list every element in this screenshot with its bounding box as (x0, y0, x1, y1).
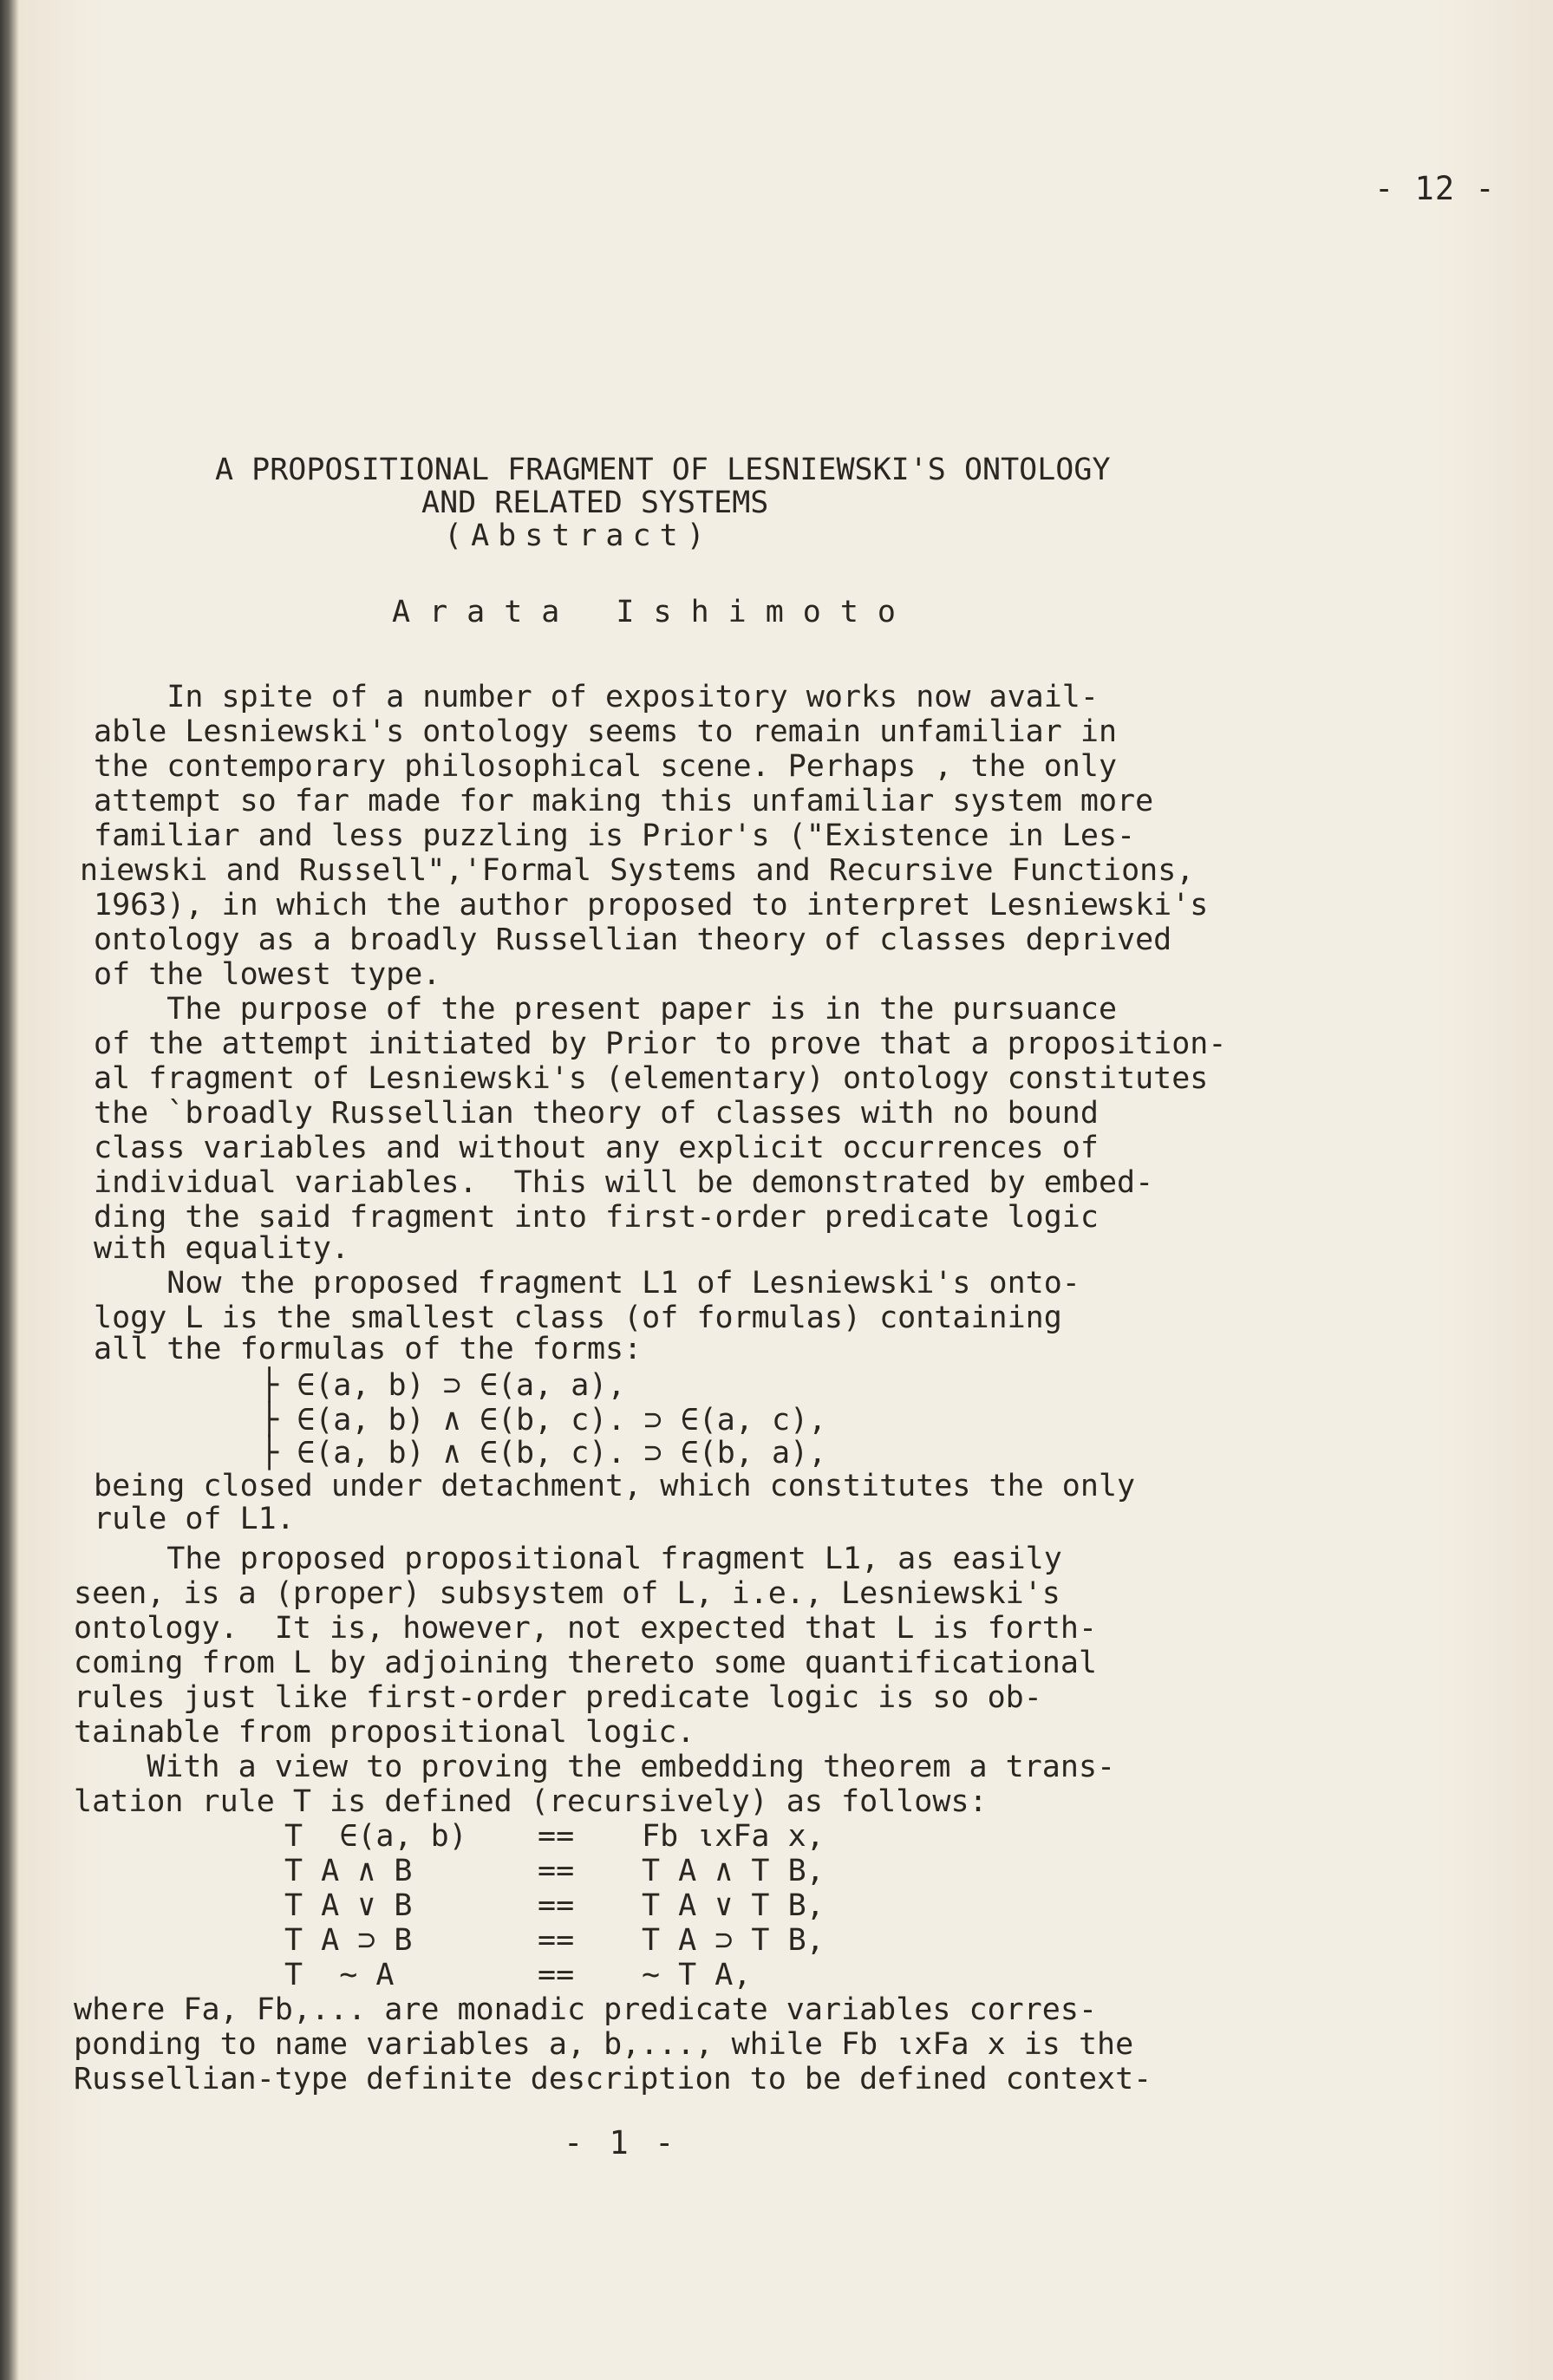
translation-rule-lhs: T A ⊃ B (284, 1923, 413, 1958)
translation-rule-rhs: ∼ T A, (642, 1958, 752, 1992)
page-number-top: - 12 - (1374, 170, 1496, 207)
paragraph-3-line: logy L is the smallest class (of formulas) containing (94, 1301, 1062, 1335)
translation-rule-eq: == (538, 1888, 575, 1923)
translation-rule-rhs: T A ∧ T B, (642, 1854, 825, 1888)
translation-rule-rhs: Fb ιxFa x, (642, 1819, 825, 1854)
paragraph-5-line: The proposed propositional fragment L1, as easily (94, 1542, 1062, 1576)
paper-title: A PROPOSITIONAL FRAGMENT OF LESNIEWSKI'S ONTOLOGY (215, 453, 1111, 487)
abstract-label: (Abstract) (444, 518, 714, 553)
paragraph-3-line: all the formulas of the forms: (94, 1332, 643, 1366)
paper-subtitle: AND RELATED SYSTEMS (421, 486, 769, 520)
translation-rule-lhs: T A ∨ B (284, 1888, 413, 1923)
paragraph-2-line: The purpose of the present paper is in the pursuance (94, 992, 1118, 1027)
paragraph-2-line: ding the said fragment into first-order predicate logic (94, 1200, 1099, 1235)
paragraph-2-line: of the attempt initiated by Prior to prove that a proposition- (94, 1027, 1227, 1061)
paragraph-7-line: where Fa, Fb,... are monadic predicate variables corres- (74, 1992, 1098, 2027)
translation-rule-lhs: T ∼ A (284, 1958, 395, 1992)
translation-rule-eq: == (538, 1819, 575, 1854)
paragraph-1-line: the contemporary philosophical scene. Perhaps , the only (94, 749, 1118, 784)
axiom-formula: ├ ∈(a, b) ⊃ ∈(a, a), (260, 1368, 626, 1403)
paragraph-5-line: seen, is a (proper) subsystem of L, i.e., Lesniewski's (74, 1576, 1060, 1611)
paragraph-6-line: lation rule T is defined (recursively) as follows: (74, 1784, 988, 1819)
paragraph-5-line: ontology. It is, however, not expected that L is forth- (74, 1611, 1098, 1646)
paragraph-5-line: coming from L by adjoining thereto some quantificational (74, 1646, 1098, 1680)
author-name: Arata Ishimoto (392, 595, 916, 629)
paragraph-2-line: individual variables. This will be demonstrated by embed- (94, 1165, 1154, 1200)
paragraph-1-line: of the lowest type. (94, 957, 441, 992)
translation-rule-lhs: T ∈(a, b) (284, 1819, 467, 1854)
paragraph-6-line: With a view to proving the embedding theorem a trans- (74, 1750, 1116, 1784)
axiom-formula: ├ ∈(a, b) ∧ ∈(b, c). ⊃ ∈(b, a), (260, 1436, 827, 1470)
paragraph-1-line: familiar and less puzzling is Prior's ("Existence in Les- (94, 818, 1136, 853)
paragraph-7-line: ponding to name variables a, b,..., while Fb ιxFa x is the (74, 2027, 1134, 2062)
paragraph-1-line: In spite of a number of expository works now avail- (94, 680, 1099, 714)
paragraph-2-line: class variables and without any explicit occurrences of (94, 1131, 1099, 1165)
paragraph-1-line: 1963), in which the author proposed to interpret Lesniewski's (94, 888, 1209, 923)
paragraph-4-line: rule of L1. (94, 1502, 295, 1536)
paragraph-5-line: rules just like first-order predicate logic is so ob- (74, 1680, 1042, 1715)
paragraph-1-line: able Lesniewski's ontology seems to remain unfamiliar in (94, 714, 1118, 749)
translation-rule-eq: == (538, 1854, 575, 1888)
paragraph-3-line: Now the proposed fragment L1 of Lesniewski's onto- (94, 1266, 1080, 1301)
paragraph-1-line: niewski and Russell",'Formal Systems and Recursive Functions, (80, 853, 1195, 888)
paragraph-1-line: ontology as a broadly Russellian theory of classes deprived (94, 923, 1172, 957)
translation-rule-eq: == (538, 1923, 575, 1958)
paragraph-7-line: Russellian-type definite description to be defined context- (74, 2062, 1152, 2096)
paragraph-1-line: attempt so far made for making this unfamiliar system more (94, 784, 1154, 818)
translation-rule-lhs: T A ∧ B (284, 1854, 413, 1888)
translation-rule-rhs: T A ⊃ T B, (642, 1923, 825, 1958)
page-number-bottom: - 1 - (564, 2124, 678, 2162)
paragraph-2-line: the `broadly Russellian theory of classes with no bound (94, 1096, 1099, 1131)
paragraph-5-line: tainable from propositional logic. (74, 1715, 695, 1750)
translation-rule-eq: == (538, 1958, 575, 1992)
axiom-formula: ├ ∈(a, b) ∧ ∈(b, c). ⊃ ∈(a, c), (260, 1403, 827, 1438)
paragraph-4-line: being closed under detachment, which constitutes the only (94, 1469, 1136, 1503)
translation-rule-rhs: T A ∨ T B, (642, 1888, 825, 1923)
paragraph-2-line: al fragment of Lesniewski's (elementary) ontology constitutes (94, 1061, 1209, 1096)
paragraph-2-line: with equality. (94, 1231, 350, 1266)
